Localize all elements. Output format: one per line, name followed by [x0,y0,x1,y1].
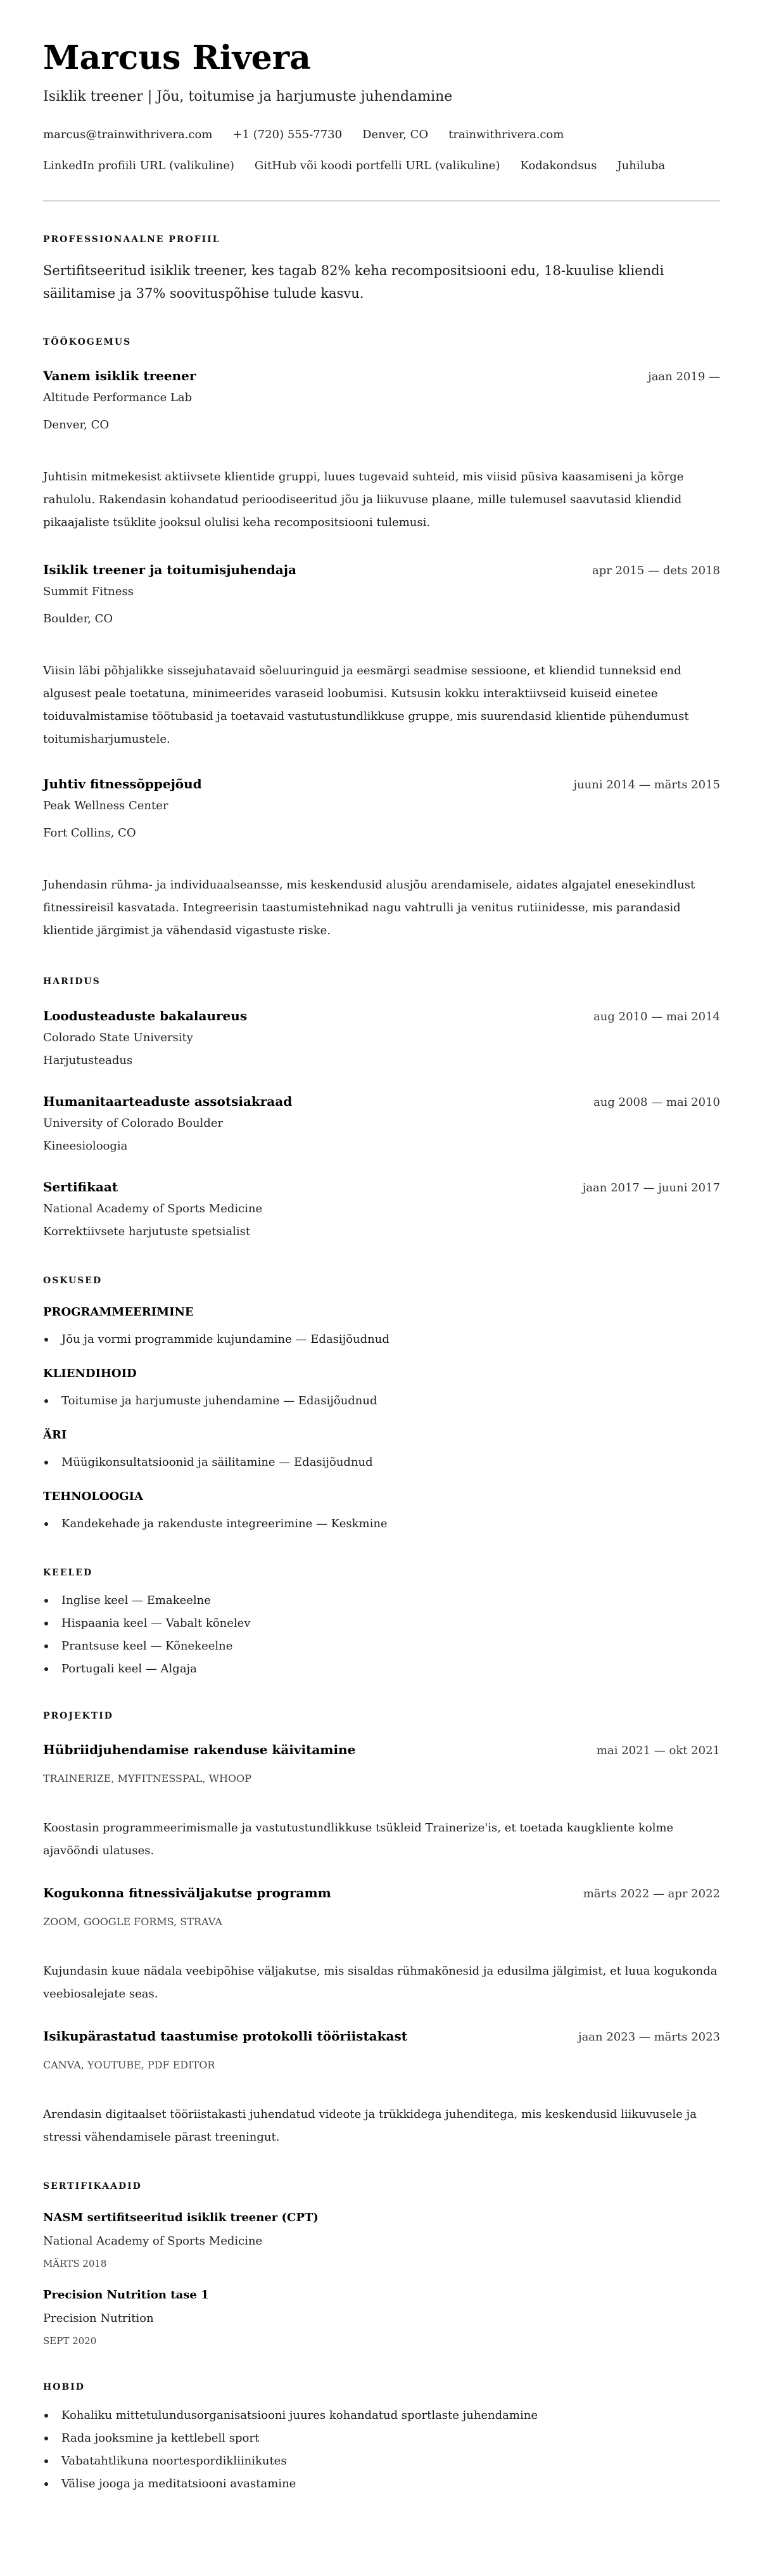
profile-section [43,233,720,305]
certification-title: Precision Nutrition tase 1 [43,2288,209,2302]
education-entry [43,1093,720,1155]
hobbies-section [43,2381,720,2496]
job-entry [43,775,720,942]
candidate-subtitle: Isiklik treener | Jõu, toitumise ja harjumuste juhendamine [43,89,453,105]
skill-item: Müügikonsultatsioonid ja säilitamine — Edasijõudnud [43,1453,720,1472]
institution: National Academy of Sports Medicine [43,1202,263,1215]
project-tech: CANVA, YOUTUBE, PDF EDITOR [43,2059,215,2071]
section-heading: HOBID [43,2382,85,2392]
skill-group-title: ÄRI [43,1428,67,1442]
profile-text: Sertifitseeritud isiklik treener, kes tagab 82% keha recompositsiooni edu, 18-kuulise kliendi säilitamise ja 37% soovituspõhise tulude kasvu. [43,263,664,301]
education-entry [43,1178,720,1241]
skill-group-title: TEHNOLOOGIA [43,1490,144,1503]
project-date: märts 2022 — apr 2022 [583,1887,720,1900]
header-divider [43,200,720,202]
project-description: Koostasin programmeerimismalle ja vastutustundlikkuse tsükleid Trainerize'is, et toetada kaugkliente kolme ajavööndi ulatuses. [43,1821,674,1857]
section-heading: OSKUSED [43,1276,103,1286]
job-date: juuni 2014 — märts 2015 [573,778,720,791]
contact-phone[interactable]: +1 (720) 555-7730 [232,128,343,141]
skill-group [43,1365,720,1411]
language-item: Prantsuse keel — Kõnekeelne [43,1635,720,1658]
contact-linkedin[interactable]: LinkedIn profiili URL (valikuline) [43,159,234,172]
project-entry [43,2027,720,2149]
job-company: Summit Fitness [43,585,134,598]
projects-section [43,1710,720,2149]
degree-title: Loodusteaduste bakalaureus [43,1008,248,1023]
languages-section [43,1567,720,1681]
project-tech: ZOOM, GOOGLE FORMS, STRAVA [43,1916,222,1928]
certification-entry [43,2209,720,2271]
experience-section [43,336,720,942]
project-title: Hübriidjuhendamise rakenduse käivitamine [43,1742,356,1757]
section-heading: KEELED [43,1568,93,1578]
section-heading: TÖÖKOGEMUS [43,337,132,347]
skill-group-title: PROGRAMMEERIMINE [43,1305,194,1319]
project-title: Isikupärastatud taastumise protokolli tööriistakast [43,2028,407,2044]
project-tech: TRAINERIZE, MYFITNESSPAL, WHOOP [43,1772,252,1785]
skill-item: Toitumise ja harjumuste juhendamine — Edasijõudnud [43,1392,720,1411]
certification-title: NASM sertifitseeritud isiklik treener (CPT) [43,2211,319,2224]
resume-header [43,39,720,181]
job-company: Altitude Performance Lab [43,391,193,404]
skill-group [43,1488,720,1534]
contact-github[interactable]: GitHub või koodi portfelli URL (valikuline) [254,159,500,172]
job-title: Juhtiv fitnessõppejõud [43,776,202,791]
skill-group-title: KLIENDIHOID [43,1367,137,1380]
degree-title: Humanitaarteaduste assotsiakraad [43,1094,293,1109]
job-date: jaan 2019 — [648,370,720,383]
section-heading: SERTIFIKAADID [43,2181,142,2191]
job-location: Boulder, CO [43,612,113,625]
education-date: aug 2008 — mai 2010 [593,1096,720,1109]
contact-location: Denver, CO [362,128,429,141]
job-location: Fort Collins, CO [43,826,136,840]
project-entry [43,1884,720,2006]
language-item: Portugali keel — Algaja [43,1658,720,1681]
job-description: Viisin läbi põhjalikke sissejuhatavaid sõeluuringuid ja eesmärgi seadmise sessioone, et kliendid tunneksid end algusest peale toetatuna, minimeerides varaseid loobumisi. Kutsusin kokku interaktiivseid kuiseid einetee toiduvalmistamise töötubasid ja toetavaid vastutustundlikkuse gruppe, mis suurendasid klientide pühendumust toitumisharjumustele. [43,664,689,746]
contact-email[interactable]: marcus@trainwithrivera.com [43,128,213,141]
skill-item: Jõu ja vormi programmide kujundamine — Edasijõudnud [43,1330,720,1349]
language-item: Hispaania keel — Vabalt kõnelev [43,1612,720,1635]
job-description: Juhtisin mitmekesist aktiivsete klientide gruppi, luues tugevaid suhteid, mis viisid püsiva kaasamiseni ja kõrge rahulolu. Rakendasin kohandatud perioodiseeritud jõu ja liikuvuse plaane, mille tulemusel saavutasid kliendid pikaajaliste tsüklite jooksul olulisi keha recompositsiooni tulemusi. [43,470,684,529]
job-title: Isiklik treener ja toitumisjuhendaja [43,562,296,577]
hobby-item: Välise jooga ja meditatsiooni avastamine [43,2473,720,2496]
certification-entry [43,2286,720,2349]
section-heading: PROJEKTID [43,1711,113,1721]
skills-section [43,1274,720,1534]
hobby-item: Kohaliku mittetulundusorganisatsiooni juures kohandatud sportlaste juhendamine [43,2404,720,2427]
certification-date: SEPT 2020 [43,2335,97,2347]
degree-title: Sertifikaat [43,1179,118,1195]
education-entry [43,1007,720,1070]
project-title: Kogukonna fitnessiväljakutse programm [43,1885,331,1900]
certification-date: MÄRTS 2018 [43,2258,107,2269]
education-date: aug 2010 — mai 2014 [593,1010,720,1023]
skill-group [43,1304,720,1349]
contact-citizenship: Kodakondsus [520,159,597,172]
job-title: Vanem isiklik treener [43,368,196,383]
candidate-name: Marcus Rivera [43,39,311,77]
project-date: mai 2021 — okt 2021 [596,1744,720,1757]
field-of-study: Kineesioloogia [43,1139,128,1153]
contact-website[interactable]: trainwithrivera.com [448,128,564,141]
job-date: apr 2015 — dets 2018 [592,564,720,577]
skill-group [43,1426,720,1472]
certification-org: Precision Nutrition [43,2312,154,2325]
section-heading: HARIDUS [43,977,101,987]
project-date: jaan 2023 — märts 2023 [578,2030,720,2044]
institution: University of Colorado Boulder [43,1117,224,1130]
project-entry [43,1741,720,1862]
field-of-study: Korrektiivsete harjutuste spetsialist [43,1225,251,1238]
contact-drivers-license: Juhiluba [617,159,666,172]
job-company: Peak Wellness Center [43,799,168,812]
education-section [43,975,720,1241]
field-of-study: Harjutusteadus [43,1054,133,1067]
job-entry [43,561,720,751]
hobby-item: Rada jooksmine ja kettlebell sport [43,2427,720,2450]
skill-item: Kandekehade ja rakenduste integreerimine — Keskmine [43,1515,720,1534]
hobby-item: Vabatahtlikuna noortespordikliinikutes [43,2450,720,2473]
certifications-section [43,2180,720,2349]
contact-list [43,119,720,181]
job-location: Denver, CO [43,418,110,432]
education-date: jaan 2017 — juuni 2017 [582,1181,720,1195]
language-item: Inglise keel — Emakeelne [43,1589,720,1612]
project-description: Arendasin digitaalset tööriistakasti juhendatud videote ja trükkidega juhenditega, mis keskendusid liikuvusele ja stressi vähendamisele pärast treeningut. [43,2108,697,2144]
certification-org: National Academy of Sports Medicine [43,2234,263,2248]
section-heading: PROFESSIONAALNE PROFIIL [43,234,220,245]
job-description: Juhendasin rühma- ja individuaalseansse, mis keskendusid alusjõu arendamisele, aidates algajatel enesekindlust fitnessireisil kasvatada. Integreerisin taastumistehnikad nagu vahtrulli ja venitus rutiinidesse, mis parandasid klientide järgimist ja vähendasid vigastuste riske. [43,878,695,937]
project-description: Kujundasin kuue nädala veebipõhise väljakutse, mis sisaldas rühmakõnesid ja edusilma jälgimist, et luua kogukonda veebiosalejate seas. [43,1964,718,2001]
institution: Colorado State University [43,1031,193,1044]
job-entry [43,367,720,534]
